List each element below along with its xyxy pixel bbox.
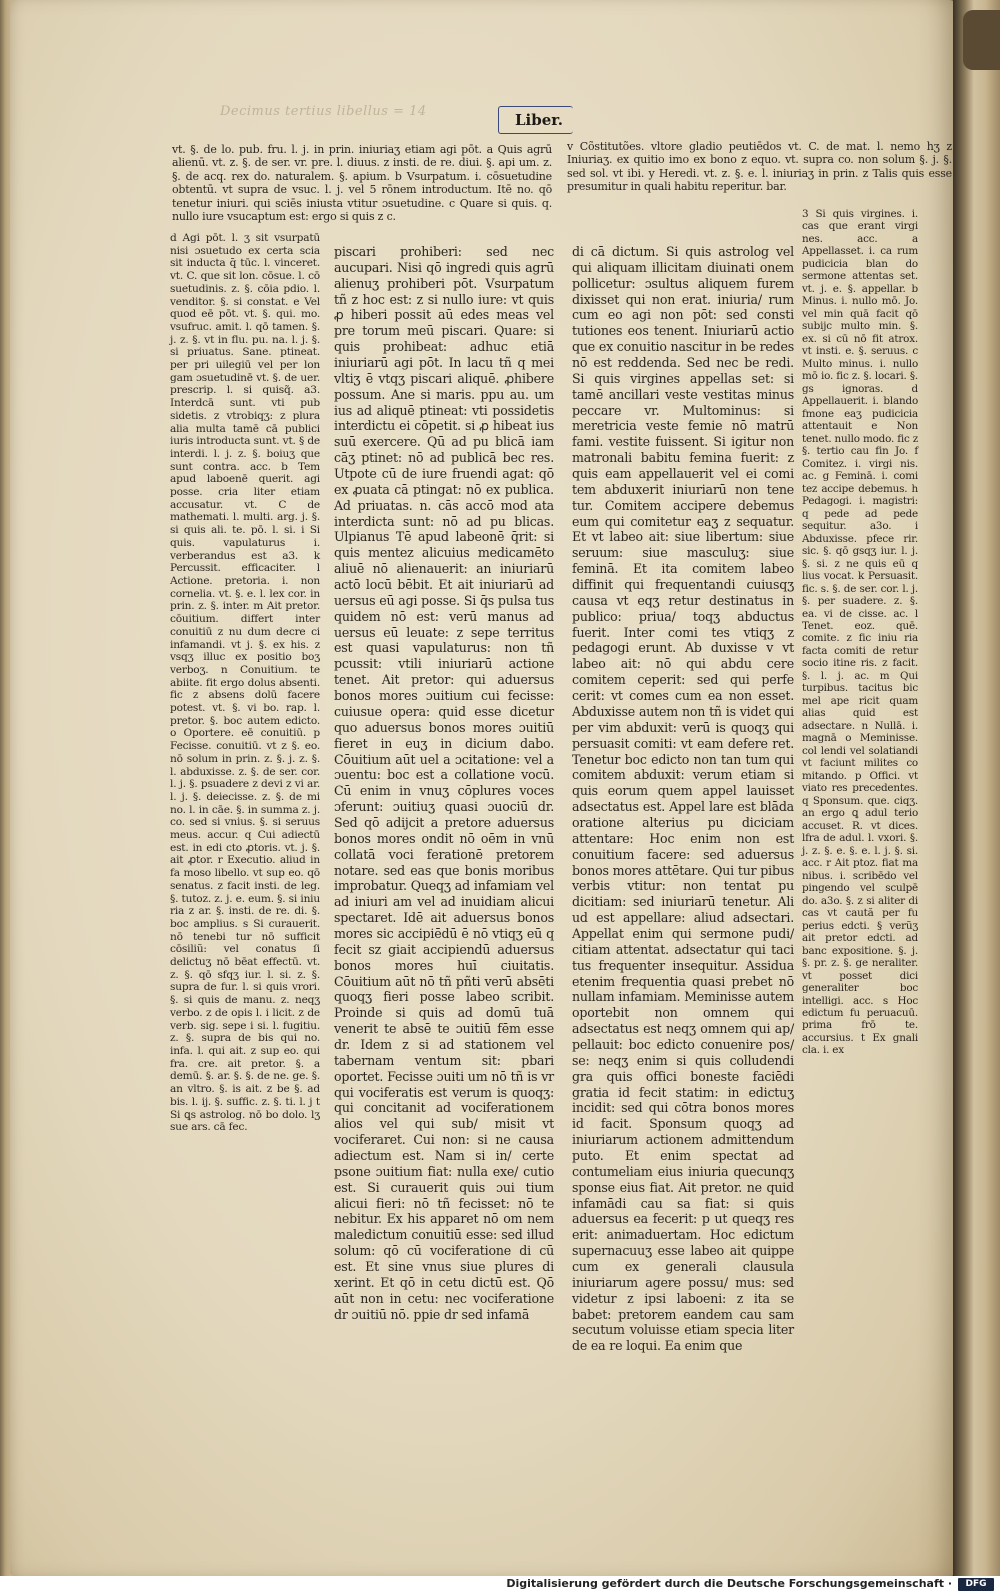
footer-bar	[0, 1576, 1000, 1593]
binding-shadow	[963, 10, 1000, 70]
page-stack-edge-right	[953, 0, 1000, 1593]
dfg-logo-icon: DFG	[958, 1578, 994, 1591]
main-text-column-2: di cā dictum. Si quis astrolog vel qui aliquam illicitam diuinati onem pollicetur: ɔsultus aliquem furem dixisset qui non erat. iniuria/ rum cum eo agi non pōt: sed consti tutiones eos tenent. Iniuriarū actio que ex conuitio nascitur in be redes nō est reddenda. Sed nec be redi. Si quis virgines appellas set: si tamē ancillari veste vestitas minus peccare vr. Multominus: si meretricia veste femie nō matrū fami. vestite fuissent. Si igitur non matronali babitu femina fuerit: z quis eam appellauerit vel ei comi tem abduxerit iniuriarū non tene tur. Comitem accipere debemus eum qui comitetur eaʒ z sequatur. Et vt labeo ait: siue libertum: siue seruum: siue masculuʒ: siue feminā. Et ita comitem labeo diffinit qui frequentandi cuiusqʒ causa vt eqʒ retur destinatus in publico: priua/ toqʒ abductus fuerit. Inter comi tes vtiqʒ z pedagogi erunt. Ab duxisse v vt labeo ait: nō qui abdu cere comitem ceperit: sed qui perfe cerit: vt comes cum ea non esset. Abduxisse autem non tñ is videt qui per vim abduxit: verū is quoqʒ qui persuasit comiti: vt eam defere ret. Tenetur boc edicto non tan tum qui comitem abduxit: verum etiam si quis eorum quem appel lauisset adsectatus est. Appel lare est blāda oratione alterius pu diciciam attentare: Hoc enim non est conuitium facere: sed aduersus bonos mores attētare. Qui tur pibus verbis vtitur: non tentat pu dicitiam: sed iniuriarū tenetur. Ali ud est appellare: aliud adsectari. Appellat enim qui sermone pudi/ citiam attentat. adsectatur qui taci tus frequenter insequitur. Assidua etenim frequentia quasi prebet nō nullam infamiam. Meminisse autem oportebit non omnem qui adsectatus est neqʒ omnem qui ap/ pellauit: boc edicto conuenire pos/ se: neqʒ enim si quis colludendi gra quis offici boneste faciēdi gratia id fecit statim: in edictuʒ incidit: sed qui cōtra bonos mores id facit. Sponsum quoqʒ ad iniuriarum actionem admittendum puto. Et enim spectat ad contumeliam eius iniuria quecunqʒ sponse eius fiat. Ait pretor. ne quid infamādi cau sa fiat: si quis aduersus ea fecerit: p ut queqʒ res erit: animaduertam. Hoc edictum supernacuuʒ esse labeo ait quippe cum ex generali clausula iniuriarum agere possu/ mus: sed videtur z ipsi laboeni: z ita se babet: pretorem eandem cau sam secutum voluisse etiam specia liter de ea re loqui. Ea enim que	[572, 244, 795, 1354]
main-text-column-1: piscari prohiberi: sed nec aucupari. Nisi qō ingredi quis agrū alienuʒ prohiberi pōt. Vsurpatum tñ z hoc est: z si nullo iure: vt quis ꝓ hiberi possit aū edes meas vel pre torum meū piscari. Quare: si quis prohibeat: adhuc etiā iniuriarū agi pōt. In lacu tñ q mei vltiʒ ē vtqʒ piscari aliquē. ꝓhibere possum. Ane si maris. ppu au. um ius ad aliquē ptineat: vti possidetis interdictu ei cōpetit. si ꝓ hibeat ius suū exercere. Qū ad pu blicā iam cāʒ ptinet: nō ad publicā bec res. Utpote cū de iure fruendi agat: qō ex ꝓuata cā ptingat: nō ex publica. Ad priuatas. n. cās accō mod ata interdicta sunt: nō ad pu blicas. Ulpianus Tē apud labeonē q̄rit: si quis mentez alicuius medicamēto aliuē nō alienauerit: an iniuriarū actō locū bēbit. Et ait iniuriarū ad uersus eū agi posse. Si q̄s pulsa tus quidem nō est: verū manus ad uersus eū leuate: z sepe territus est quasi vapulaturus: non tñ pcussit: vtili iniuriarū actione tenet. Ait pretor: qui aduersus bonos mores ɔuitium cui fecisse: cuiusue opera: quid esse dicetur quo aduersus bonos mores ɔuitiū fieret in euʒ in dicium dabo. Cōuitium aūt uel a ɔcitatione: vel a ɔuentu: boc est a collatione vocū. Cū enim in vnuʒ cōplures voces ɔferunt: ɔuitiuʒ quasi ɔuociū dr. Sed qō adijcit a pretore aduersus bonos mores ondit nō oēm in vnū collatā voci ferationē pretorem notare. sed eas que bonis moribus improbatur. Queqʒ ad infamiam vel ad iniuri am vel ad inuidiam alicui spectaret. Idē ait aduersus bonos mores sic accipiēdū ē nō vtiqʒ eū q fecit sz giait accipiendū aduersus bonos mores huī ciuitatis. Cōuitium aūt nō tñ pñti verū absēti quoqʒ fieri posse labeo scribit. Proinde si quis ad domū tuā venerit te absē te ɔuitiū fēm esse dr. Idem z si ad stationem vel tabernam ventum sit: pbari oportet. Fecisse ɔuiti um nō tñ is vr qui vociferatis est verum is quoqʒ: qui concitanit ad vociferationem alios vel qui sub/ misit vt vociferaret. Cui non: si ne causa adiectum est. Nam si in/ certe psone ɔuitium fiat: nulla exe/ cutio est. Si curauerit quis ɔui tium alicui fieri: nō tñ fecisset: nō te nebitur. Ex his apparet nō om nem maledictum conuitiū esse: sed illud solum: qō cū vociferatione di cū est. Et sine vnus siue plures di xerint. Et qō in cetu dictū est. Qō aūt non in cetu: nec vociferatione dr ɔuitiū nō. ppie dr sed infamā	[334, 244, 554, 1322]
gloss-top-left: vt. §. de lo. pub. fru. l. j. in prin. iniuriaʒ etiam agi pōt. a Quis agrū alienū. vt. z. §. de ser. vr. pre. l. diuus. z insti. de re. diui. §. api um. z. §. de acq. rex do. naturalem. §. apium. b Vsurpatum. i. cōsuetudine obtentū. vt supra de vsuc. l. j. vel 5 rōnem introductum. Itē no. qō tenetur iniuri. qui sciēs iniusta vtitur ɔsuetudine. c Quare si quis. q. nullo iure vsucaptum est: ergo si quis z c.	[172, 143, 552, 224]
gloss-right-margin: 3 Si quis virgines. i. cas que erant virgi nes. acc. a Appellasset. i. ca rum pudicicia blan do sermone attentas set. vt. j. e. §. appellar. b Minus. i. nullo mō. Jo. vel min quā facit qō subijc multo min. §. ex. si cū nō fit atrox. vt insti. e. §. seruus. c Multo minus. i. nullo mō io. fic z. §. locari. §. gs ignoras. d Appellauerit. i. blando fmone eaʒ pudicicia attentauit e Non tenet. nullo modo. fic z §. tertio cau fin Jo. f Comitez. i. virgi nis. ac. g Feminā. i. comi tez accipe debemus. h Pedagogi. i. magistri: q pede ad pede sequitur. a3o. i Abduxisse. pfece rir. sic. §. qō gsqʒ iur. l. j. §. si. z ne quis eū q lius vocat. k Persuasit. fic. s. §. de ser. cor. l. j. §. per suadere. z. §. ea. vi de cisse. ac. l Tenet. eoz. quē. comite. z fic iniu ria facta comiti de retur socio itine ris. z facit. §. l. j. ac. m Qui turpibus. tacitus bic mel ape ricit quam alias quid est adsectare. n Nullā. i. magnā o Meminisse. col lendi vel solatiandi vt faciunt milites co mitando. p Offici. vt viato res precedentes. q Sponsum. que. ciqʒ. an ergo ꝗ adul terio accuset. R. vt dices. lfra de adul. l. vxori. §. j. z. §. e. §. e. l. j. §. si. acc. r Ait ptoz. fiat ma nibus. i. scribēdo vel pingendo vel sculpē do. a3o. §. z si aliter di cas vt caută per fu perius edcti. § verũʒ ait pretor edcti. ad banc expositione. §. j. §. pr. z. §. ge neraliter. vt posset dici generaliter boc intelligi. acc. s Hoc edictum fu peruacuū. prima frō te. accursius. t Ex gnali cla. i. ex	[802, 208, 918, 1057]
show-through-text: Decimus tertius libellus = 14	[220, 104, 427, 119]
running-head-label: Liber.	[515, 111, 564, 129]
running-head	[498, 106, 573, 134]
footer-credit: Digitalisierung gefördert durch die Deutsche Forschungsgemeinschaft ·	[506, 1577, 952, 1590]
gloss-top-right: v Cõstitutões. vltore gladio peutiēdos vt. C. de mat. l. nemo hʒ z Iniuriaʒ. ex quitio imo ex bono z equo. vt. supra co. non solum §. j. §. sed sol. vt ibi. y Heredi. vt. z. §. e. l. iniuriaʒ in prin. z Talis quis esse presumitur in quali habitu reperitur. bar.	[567, 140, 952, 194]
gloss-left-margin: d Agi pōt. l. ʒ sit vsurpatū nisi ɔsuetudo ex certa scia sit inducta q̄ tūc. l. vinceret. vt. C. que sit lon. cōsue. l. cō suetudinis. z. §. cōia pdio. l. venditor. §. si constat. e Vel quod eē pōt. vt. §. qui. mo. vsufruc. amit. l. qō tamen. §. j. z. §. vt in flu. pu. na. l. j. §. si priuatus. Sane. ptineat. per pri uilegiū vel per lon gam ɔsuetudinē vt. §. de uer. prescrip. l. si quisq̃. a3. Interdcā sunt. vti pub sidetis. z vtrobiqʒ: z plura alia multa tamē cā publici iuris introducta sunt. vt. § de interdi. l. j. z. §. boiuʒ que sunt contra. acc. b Tem apud laboenē querit. agi posse. cria liter etiam accusatur. vt. C de mathemati. l. multi. arg. j. §. si quis ali. te. pō. l. si. i Si quis. vapulaturus i. verberandus est a3. k Percussit. efficaciter. l Actione. pretoria. i. non cornelia. vt. §. e. l. lex cor. in prin. z. §. inter. m Ait pretor. cōuitium. differt inter conuitiū z nu dum decre ci infamandi. vt j. §. ex his. z vsqʒ illuc ex positio boʒ verboʒ. n Conuitium. te abiite. fit ergo dolus absenti. fic z absens dolū facere potest. vt. §. vi bo. rap. l. pretor. §. boc autem edicto. o Oportere. eē conuitiū. p Fecisse. conuitiū. vt z §. eo. nō solum in prin. z. §. j. z. §. l. abduxisse. z. §. de ser. cor. l. j. §. psuadere z devi z vi ar. l. j. §. deiecisse. z. §. de mi no. l. in cāe. §. in summa z. j. co. sed si vnius. §. si seruus meus. accur. q Cui adiectū est. in edi cto ꝓtoris. vt. j. §. ait ꝓtor. r Executio. aliud in fa moso libello. vt sup eo. qō senatus. z facit insti. de leg. §. tutoz. z. j. e. eum. §. si iniu ria z ar. §. insti. de re. di. §. boc amplius. s Si curauerit. nō tenebi tur nō sufficit cōsiliũ: vel conatus ſi delictuʒ nō bēat effectū. vt. z. §. qō sfqʒ iur. l. si. z. §. supra de fur. l. si quis vrori. §. si quis de manu. z. neqʒ verbo. z de opis l. i licit. z de verb. sig. sepe i si. l. fugitiu. z. §. supra de bis qui no. infa. l. qui ait. z sup eo. qui fra. cre. ait pretor. §. a demū. §. ar. §. §. de ne. ge. §. an vltro. §. is ait. z be §. ad bis. l. ij. §. suffic. z. §. ti. l. j t Si ꝗs astrolog. nō bo dolo. lʒ sue ars. cā fec.	[170, 232, 320, 1134]
